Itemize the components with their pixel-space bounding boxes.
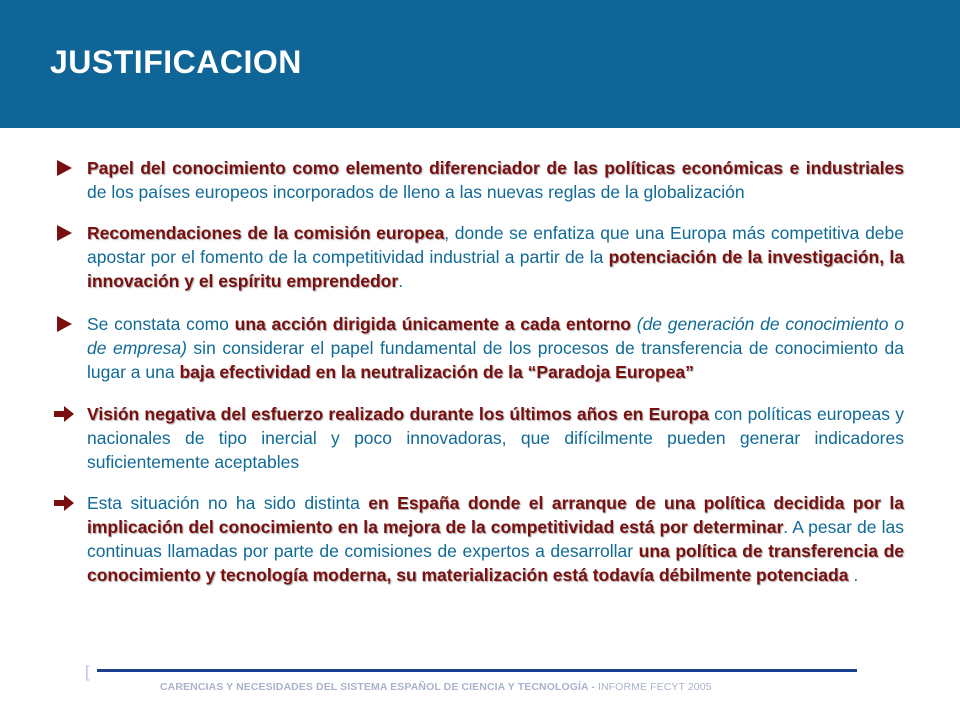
bullet-item <box>52 156 904 204</box>
bullet-text: Esta situación no ha sido distinta en España donde el arranque de una política decidida por la implicación del conocimiento en la mejora de la competitividad está por determinar. A pesar de las continuas llamadas por parte de comisiones de expertos a desarrollar una política de transferencia de conocimiento y tecnología moderna, su materialización está todavía débilmente potenciada . <box>87 493 904 585</box>
bullet-item <box>52 312 904 384</box>
bullet-text: Papel del conocimiento como elemento diferenciador de las políticas económicas e industriales de los países europeos incorporados de lleno a las nuevas reglas de la globalización <box>87 158 904 202</box>
bullet-item <box>52 221 904 293</box>
bullet-list <box>52 156 904 587</box>
slide-title: JUSTIFICACION <box>50 44 302 80</box>
footer-bracket: [ <box>85 664 90 681</box>
bullet-item <box>52 402 904 474</box>
bullet-text: Visión negativa del esfuerzo realizado durante los últimos años en Europa con políticas europeas y nacionales de tipo inercial y poco innovadoras, que difícilmente pueden generar indicadores suficientemente aceptables <box>87 404 904 472</box>
arrow-right-icon <box>52 492 76 514</box>
arrow-right-icon <box>52 403 76 425</box>
triangle-right-icon <box>52 313 76 335</box>
title-bar <box>0 0 960 128</box>
triangle-right-icon <box>52 157 76 179</box>
bullet-text: Recomendaciones de la comisión europea, donde se enfatiza que una Europa más competitiva debe apostar por el fomento de la competitividad industrial a partir de la potenciación de la investigación, la innovación y el espíritu emprendedor. <box>87 223 904 291</box>
footer-divider <box>97 669 857 672</box>
bullet-text: Se constata como una acción dirigida únicamente a cada entorno (de generación de conocimiento o de empresa) sin considerar el papel fundamental de los procesos de transferencia de conocimiento da lugar a una baja efectividad en la neutralización de la “Paradoja Europea” <box>87 314 904 382</box>
bullet-item <box>52 491 904 587</box>
footer-caption: CARENCIAS Y NECESIDADES DEL SISTEMA ESPAÑOL DE CIENCIA Y TECNOLOGÍA - INFORME FECYT 2005 <box>160 681 712 693</box>
triangle-right-icon <box>52 222 76 244</box>
